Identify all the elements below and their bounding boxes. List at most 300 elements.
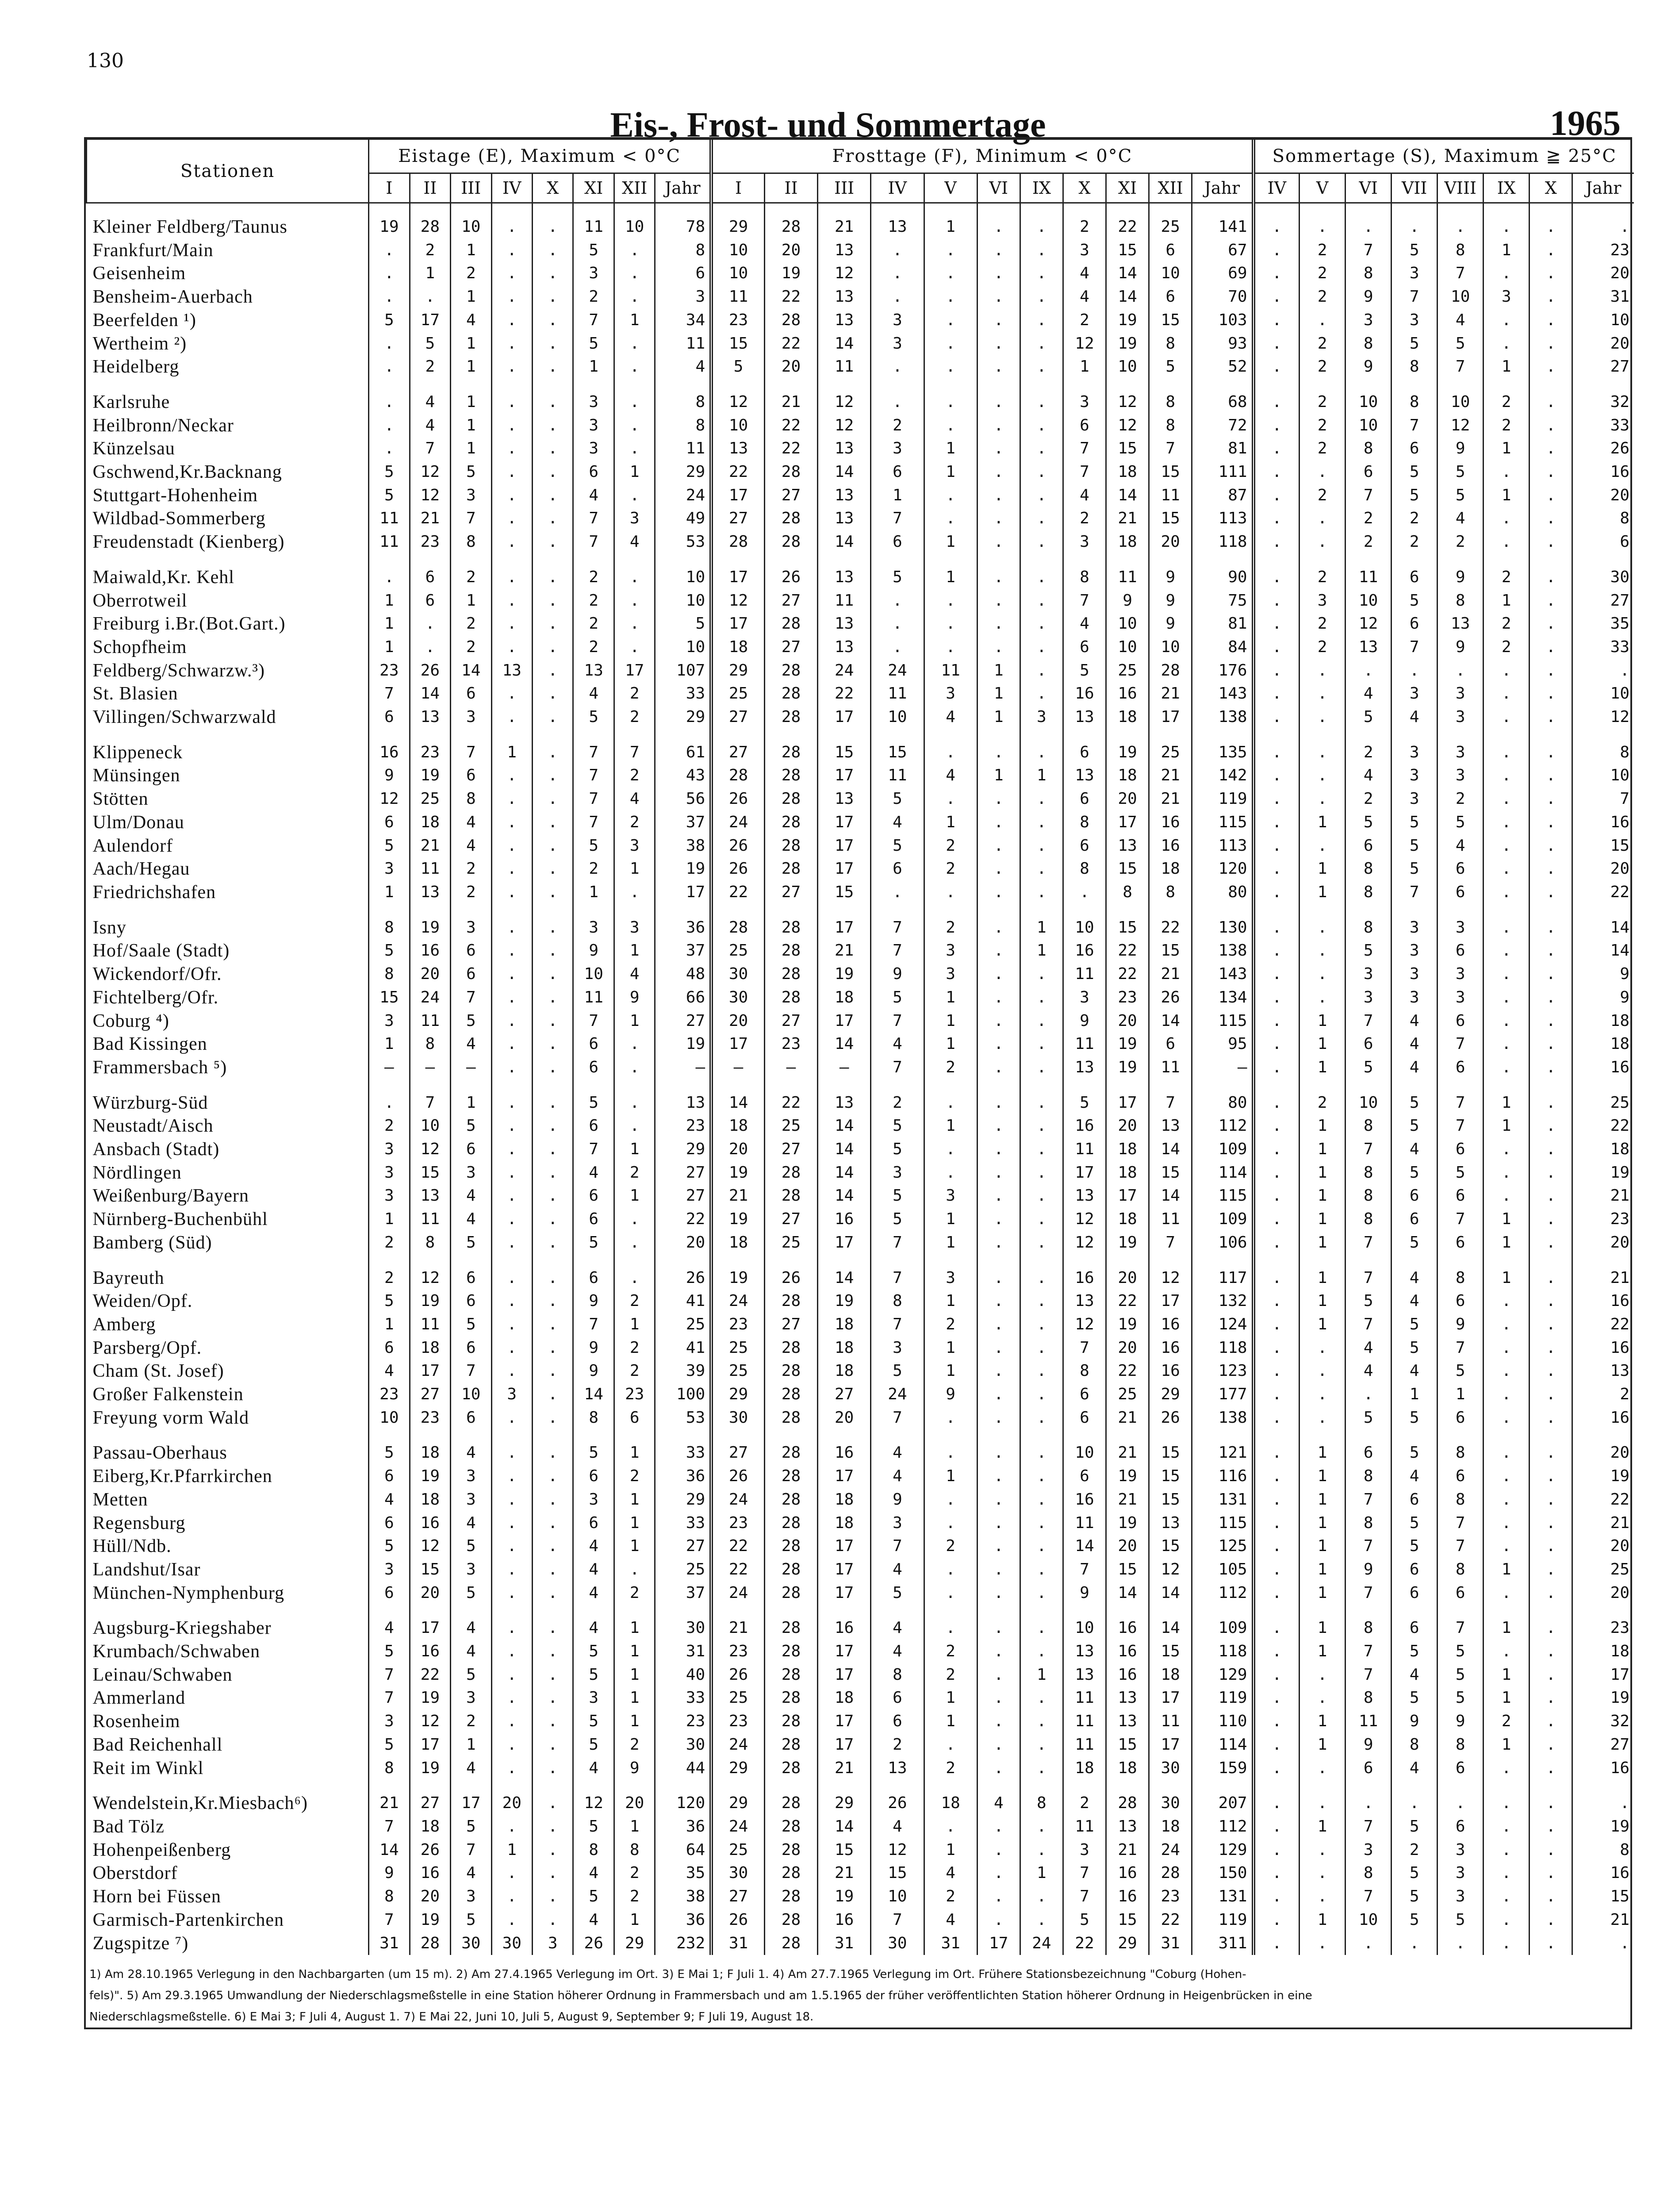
table-cell: 18 [818,1336,871,1360]
table-cell: . [533,1267,573,1290]
table-cell: 3 [871,1512,924,1535]
table-cell: . [1020,1733,1063,1757]
table-cell: 29 [711,659,764,683]
climate-table [86,140,1634,1955]
table-cell: . [1254,1932,1300,1955]
table-cell: 4 [369,1617,410,1640]
table-cell: 3 [573,1488,614,1512]
table-cell: 9 [1149,612,1192,636]
table-cell: . [533,1465,573,1488]
table-cell: 7 [1438,1535,1484,1558]
table-cell: . [491,1231,532,1255]
table-cell: 13 [818,636,871,659]
table-cell: 20 [1106,1535,1149,1558]
table-cell: 21 [1106,1441,1149,1465]
table-cell: 1 [924,1336,977,1360]
table-cell: . [491,1617,532,1640]
table-cell: 10 [711,239,764,262]
table-cell: . [1254,706,1300,729]
table-cell: 13 [410,706,450,729]
table-row [87,414,1634,438]
table-cell: 22 [1572,881,1634,904]
table-cell: 23 [711,1512,764,1535]
table-cell: . [977,355,1020,379]
table-cell: 7 [1438,1617,1484,1640]
table-cell: 1 [1300,881,1346,904]
table-cell: 2 [451,636,491,659]
table-cell: . [1484,1909,1530,1932]
table-cell: 5 [871,1114,924,1138]
table-cell: 31 [711,1932,764,1955]
table-cell: . [1530,484,1572,507]
table-cell: . [1254,881,1300,904]
table-cell: 3 [1392,682,1438,706]
table-cell: . [1020,811,1063,834]
table-cell: . [1254,1184,1300,1208]
table-row [87,1839,1634,1862]
table-cell: 4 [451,811,491,834]
table-cell: 21 [1572,1267,1634,1290]
table-cell: 2 [1346,741,1392,764]
table-cell: 3 [924,682,977,706]
table-cell: . [1346,659,1392,683]
table-cell: 4 [573,1535,614,1558]
table-cell: . [1020,682,1063,706]
table-cell: 1 [451,332,491,356]
table-cell: 28 [764,1932,817,1955]
table-cell: . [491,787,532,811]
table-cell: 7 [871,1010,924,1033]
table-cell: 2 [1572,1383,1634,1406]
table-cell: 23 [410,1406,450,1430]
table-cell: 1 [1300,1582,1346,1605]
table-cell: 8 [1106,881,1149,904]
table-cell: 10 [1438,285,1484,309]
table-cell: 2 [1484,612,1530,636]
table-cell: 90 [1192,566,1254,589]
table-cell: 28 [1149,1862,1192,1885]
table-cell: 10 [871,706,924,729]
table-cell: 18 [818,986,871,1010]
table-cell: 5 [1392,332,1438,356]
table-row [87,285,1634,309]
table-cell: 17 [1572,1663,1634,1687]
climate-table-frame [84,137,1632,2029]
table-cell: . [1346,1932,1392,1955]
table-cell: 5 [573,834,614,858]
table-cell: 5 [451,1582,491,1605]
table-cell: . [1484,1290,1530,1313]
table-cell: . [1530,834,1572,858]
table-cell: . [533,916,573,940]
table-row [87,309,1634,332]
table-cell: . [1254,262,1300,285]
table-cell: 11 [871,764,924,787]
table-cell: . [1484,834,1530,858]
table-cell: . [1530,741,1572,764]
table-cell: . [977,1558,1020,1582]
table-cell: 5 [1063,1091,1106,1115]
table-cell: 9 [369,764,410,787]
table-cell: 1 [1300,1909,1346,1932]
table-cell: . [1020,355,1063,379]
table-cell: 3 [1438,764,1484,787]
table-cell: 5 [711,355,764,379]
table-cell: 23 [369,1383,410,1406]
table-cell: 19 [410,1686,450,1710]
table-cell: . [1484,530,1530,554]
table-cell: 6 [1392,437,1438,461]
table-cell: 5 [573,239,614,262]
table-cell: 17 [1149,1686,1192,1710]
table-cell: . [977,741,1020,764]
station-name: Wildbad-Sommerberg [92,508,266,529]
table-cell: 7 [1063,589,1106,613]
table-cell: 2 [1484,636,1530,659]
table-cell: 28 [764,857,817,881]
table-cell: . [1530,1640,1572,1663]
table-cell: . [1530,706,1572,729]
table-cell: 14 [1149,1138,1192,1161]
table-cell: . [1530,1932,1572,1955]
table-cell: . [977,1208,1020,1231]
table-cell: . [1572,215,1634,239]
frost-month-header: X [1063,173,1106,203]
table-cell: 3 [614,507,655,530]
table-row [87,1617,1634,1640]
station-name: Oberstdorf [92,1863,178,1884]
table-cell: . [1530,1558,1572,1582]
table-cell: 28 [764,1359,817,1383]
table-cell: 2 [924,916,977,940]
table-cell: 2 [573,285,614,309]
table-cell: 21 [1149,963,1192,986]
table-cell: 28 [764,834,817,858]
table-cell: 28 [764,1710,817,1733]
table-row [87,1885,1634,1909]
sommer-month-header: Jahr [1572,173,1634,203]
table-cell: 5 [1346,1056,1392,1079]
table-cell: . [924,355,977,379]
table-cell: 30 [711,963,764,986]
table-cell: 6 [1438,939,1484,963]
table-cell: 6 [369,1336,410,1360]
table-cell: 19 [1106,309,1149,332]
table-cell: 5 [1392,1512,1438,1535]
table-cell: 1 [369,589,410,613]
table-cell: . [1300,706,1346,729]
table-cell: 19 [369,215,410,239]
table-cell: 3 [614,916,655,940]
table-cell: 207 [1192,1792,1254,1815]
eis-month-header: X [533,173,573,203]
table-cell: 4 [369,1488,410,1512]
table-cell: 6 [1063,741,1106,764]
table-cell: 8 [1063,811,1106,834]
station-name: Heilbronn/Neckar [92,415,234,436]
table-cell: 1 [1484,1733,1530,1757]
table-cell: 8 [1346,1512,1392,1535]
table-cell: 20 [614,1792,655,1815]
table-cell: . [1254,1441,1300,1465]
table-cell: 31 [1572,285,1634,309]
table-cell: 29 [655,1138,711,1161]
table-cell: 12 [1346,612,1392,636]
table-cell: 31 [1149,1932,1192,1955]
table-cell: 16 [1572,461,1634,484]
table-cell: 7 [451,1839,491,1862]
table-cell: 12 [1149,1267,1192,1290]
group-spacer [87,1079,1634,1091]
station-name: Augsburg-Kriegshaber [92,1618,272,1639]
table-cell: 4 [573,1617,614,1640]
table-cell: . [924,239,977,262]
table-cell: . [1020,507,1063,530]
table-cell: 4 [1063,285,1106,309]
table-cell: 19 [818,963,871,986]
table-cell: 7 [369,1663,410,1687]
table-cell: 6 [1346,1757,1392,1780]
table-cell: . [1484,986,1530,1010]
table-cell: . [614,332,655,356]
table-cell: 13 [1063,1663,1106,1687]
eis-header: Eistage (E), Maximum < 0°C [369,140,712,173]
table-cell: 1 [614,1686,655,1710]
table-cell: 8 [614,1839,655,1862]
table-cell: 28 [764,1336,817,1360]
table-row [87,881,1634,904]
table-cell: . [533,530,573,554]
table-cell: 10 [1438,391,1484,414]
table-cell: 17 [818,811,871,834]
table-row [87,507,1634,530]
table-cell: . [871,881,924,904]
table-cell: 19 [410,1757,450,1780]
table-cell: 6 [451,1290,491,1313]
table-cell: . [977,285,1020,309]
table-cell: 23 [410,741,450,764]
table-cell: 13 [1063,706,1106,729]
table-cell: 115 [1192,1512,1254,1535]
table-cell: 2 [1300,239,1346,262]
table-cell: 5 [451,1663,491,1687]
table-cell: 28 [764,986,817,1010]
table-cell: 11 [711,285,764,309]
table-cell: . [533,1091,573,1115]
table-cell: 5 [1438,1663,1484,1687]
table-cell: 2 [451,262,491,285]
station-name: Stuttgart-Hohenheim [92,485,258,506]
table-cell: . [491,986,532,1010]
table-cell: . [1530,239,1572,262]
table-cell: 4 [1392,706,1438,729]
table-row [87,1313,1634,1336]
table-cell: . [1484,1862,1530,1885]
table-cell: 31 [818,1932,871,1955]
table-cell: 34 [655,309,711,332]
table-cell: . [924,1138,977,1161]
table-cell: 4 [451,834,491,858]
table-cell: . [491,332,532,356]
table-cell: . [410,612,450,636]
frost-month-header: V [924,173,977,203]
table-cell: 2 [924,1757,977,1780]
station-name: Oberrotweil [92,590,188,611]
station-name: Bamberg (Süd) [92,1232,212,1253]
table-cell: . [977,309,1020,332]
station-name: Leinau/Schwaben [92,1664,233,1685]
table-cell: 2 [1438,787,1484,811]
table-cell: 2 [1438,530,1484,554]
table-cell: 3 [1438,706,1484,729]
station-name: Garmisch-Partenkirchen [92,1909,284,1930]
table-cell: 17 [614,659,655,683]
table-cell: 4 [1392,1359,1438,1383]
table-cell: 19 [410,1909,450,1932]
table-cell: 3 [871,437,924,461]
table-cell: . [533,1114,573,1138]
station-name: Aach/Hegau [92,859,190,879]
table-cell: 36 [655,1465,711,1488]
table-cell: 9 [573,1359,614,1383]
table-cell: 14 [1063,1535,1106,1558]
table-cell: 7 [1346,239,1392,262]
table-cell: 14 [369,1839,410,1862]
table-cell: . [533,1815,573,1839]
table-cell: 11 [1063,1138,1106,1161]
table-cell: . [1530,355,1572,379]
table-cell: 6 [1438,1582,1484,1605]
table-cell: 3 [369,1710,410,1733]
table-cell: 5 [369,461,410,484]
table-cell: . [533,1033,573,1056]
table-cell: 2 [1300,355,1346,379]
table-cell: 18 [410,1441,450,1465]
table-cell: . [410,636,450,659]
table-cell: 13 [818,239,871,262]
table-cell: 5 [871,1184,924,1208]
table-cell: 2 [614,1862,655,1885]
table-cell: 8 [1572,507,1634,530]
table-cell: . [1020,881,1063,904]
table-cell: 8 [1346,881,1392,904]
station-name: Freyung vorm Wald [92,1407,249,1428]
table-cell: 9 [1149,589,1192,613]
table-cell: 29 [655,461,711,484]
table-cell: . [491,682,532,706]
station-name: Gschwend,Kr.Backnang [92,462,282,483]
table-cell: 4 [924,764,977,787]
table-cell: . [614,1558,655,1582]
table-cell: 132 [1192,1290,1254,1313]
table-cell: 4 [1063,612,1106,636]
table-cell: 16 [1572,1336,1634,1360]
table-cell: 18 [1106,530,1149,554]
table-cell: . [614,262,655,285]
table-cell: 41 [655,1290,711,1313]
sommer-month-header: VIII [1438,173,1484,203]
table-cell: . [533,1663,573,1687]
table-cell: 2 [369,1267,410,1290]
eis-month-header: II [410,173,450,203]
table-cell: . [1300,1839,1346,1862]
table-cell: 17 [1149,1290,1192,1313]
table-cell: 120 [1192,857,1254,881]
table-cell: 35 [1572,612,1634,636]
footnote-line: 1) Am 28.10.1965 Verlegung in den Nachbargarten (um 15 m). 2) Am 27.4.1965 Verlegung im Ort. 3) E Mai 1; F Juli 1. 4) Am 27.7.1965 Verlegung im Ort. Frühere Stationsbezeichnung "Coburg (Hohen- [89,1968,1246,1982]
table-cell: . [1484,332,1530,356]
table-cell: 23 [711,1710,764,1733]
table-cell: 18 [1063,1757,1106,1780]
table-cell: 7 [871,1535,924,1558]
table-cell: 2 [1300,437,1346,461]
table-cell: 1 [614,1313,655,1336]
table-cell: 28 [764,1909,817,1932]
table-cell: . [977,239,1020,262]
table-row [87,461,1634,484]
table-cell: 22 [764,437,817,461]
table-row [87,764,1634,787]
table-cell: 12 [1149,1558,1192,1582]
table-cell: 5 [369,1290,410,1313]
table-cell: . [1530,1488,1572,1512]
station-name: Villingen/Schwarzwald [92,707,276,728]
table-cell: 7 [1346,1267,1392,1290]
table-cell: 110 [1192,1710,1254,1733]
table-cell: 2 [369,1231,410,1255]
table-cell: . [1530,1161,1572,1185]
table-cell: . [1530,857,1572,881]
table-cell: 16 [1106,1617,1149,1640]
table-row [87,1465,1634,1488]
table-cell: 2 [1484,1710,1530,1733]
table-cell: 103 [1192,309,1254,332]
table-cell: 5 [573,1663,614,1687]
table-cell: . [369,285,410,309]
table-cell: 1 [451,437,491,461]
table-cell: . [1254,414,1300,438]
table-cell: . [533,414,573,438]
table-cell: 6 [451,963,491,986]
table-cell: 7 [1346,1010,1392,1033]
table-cell: . [1020,1640,1063,1663]
table-row [87,1640,1634,1663]
table-cell: 14 [818,1114,871,1138]
table-cell: 4 [1063,262,1106,285]
station-name: Bensheim-Auerbach [92,287,253,307]
table-cell: . [1254,963,1300,986]
table-cell: 33 [1572,636,1634,659]
table-cell: . [924,285,977,309]
table-cell: 112 [1192,1815,1254,1839]
table-cell: . [1020,239,1063,262]
table-cell: . [1530,1441,1572,1465]
table-cell: 1 [451,589,491,613]
table-cell: 2 [924,1640,977,1663]
station-name: Coburg ⁴) [92,1010,169,1031]
table-cell: 53 [655,1406,711,1430]
table-cell: 43 [655,764,711,787]
group-spacer [87,1429,1634,1441]
table-cell: 27 [764,1313,817,1336]
table-cell: 6 [573,1512,614,1535]
table-cell: . [614,636,655,659]
table-cell: . [1530,612,1572,636]
table-cell: . [491,1184,532,1208]
table-cell: 26 [711,787,764,811]
table-cell: 17 [818,1582,871,1605]
table-cell: 1 [1020,939,1063,963]
